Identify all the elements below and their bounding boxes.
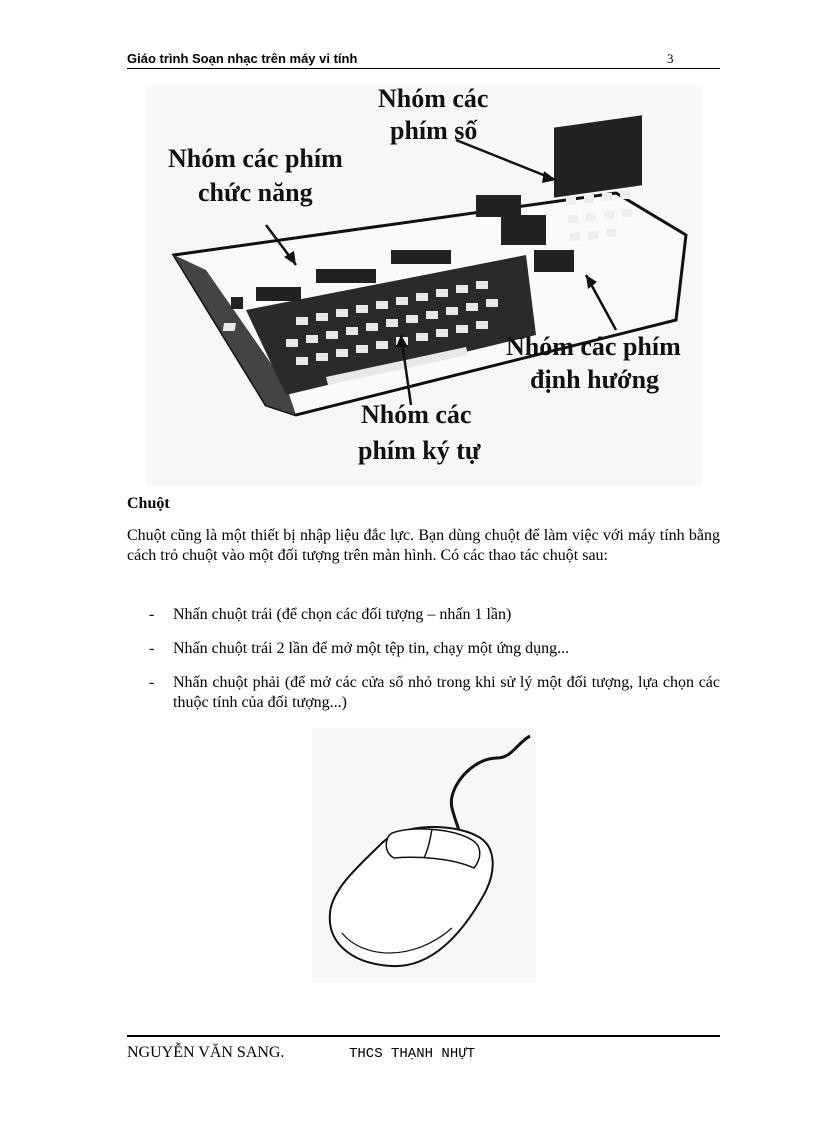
label-char-keys-1: Nhóm các	[361, 400, 472, 429]
mouse-paragraph: Chuột cũng là một thiết bị nhập liệu đắc lực. Bạn dùng chuột để làm việc với máy tính bằng cách trỏ chuột vào một đối tượng trên màn hình. Có các thao tác chuột sau:	[127, 527, 720, 564]
page-footer	[127, 1035, 720, 1062]
header-title: Giáo trình Soạn nhạc trên máy vi tính	[127, 51, 358, 66]
list-item-text: Nhấn chuột trái (để chọn các đối tượng – nhấn 1 lần)	[173, 606, 512, 623]
label-function-keys-2: chức năng	[198, 178, 313, 207]
list-item	[127, 639, 720, 659]
bullet-dash: -	[149, 606, 155, 623]
section-title: Chuột	[127, 495, 170, 512]
mouse-figure	[312, 728, 536, 983]
page-number: 3	[667, 51, 674, 66]
list-item	[127, 673, 720, 713]
label-arrow-keys-1: Nhóm các phím	[506, 332, 681, 361]
list-item	[127, 605, 720, 625]
page-header	[127, 50, 720, 69]
label-numeric-keys-1: Nhóm các	[378, 85, 489, 113]
footer-school: THCS THẠNH NHỰT	[349, 1046, 476, 1062]
label-function-keys-1: Nhóm các phím	[168, 144, 343, 173]
numeric-pad	[554, 115, 642, 197]
bullet-dash: -	[149, 640, 155, 657]
footer-author: NGUYỄN VĂN SANG.	[127, 1044, 285, 1061]
label-numeric-keys-2: phím số	[390, 116, 478, 145]
keyboard-figure	[146, 85, 702, 485]
bullet-dash: -	[149, 674, 155, 691]
mouse-actions-list	[127, 605, 720, 727]
list-item-text: Nhấn chuột trái 2 lần để mở một tệp tin, chạy một ứng dụng...	[173, 640, 570, 657]
list-item-text: Nhấn chuột phải (để mở các cửa sổ nhỏ trong khi sử lý một đối tượng, lựa chọn các thuộc tính của đối tượng...)	[173, 674, 720, 711]
label-char-keys-2: phím ký tự	[358, 436, 481, 465]
label-arrow-keys-2: định hướng	[530, 365, 660, 394]
